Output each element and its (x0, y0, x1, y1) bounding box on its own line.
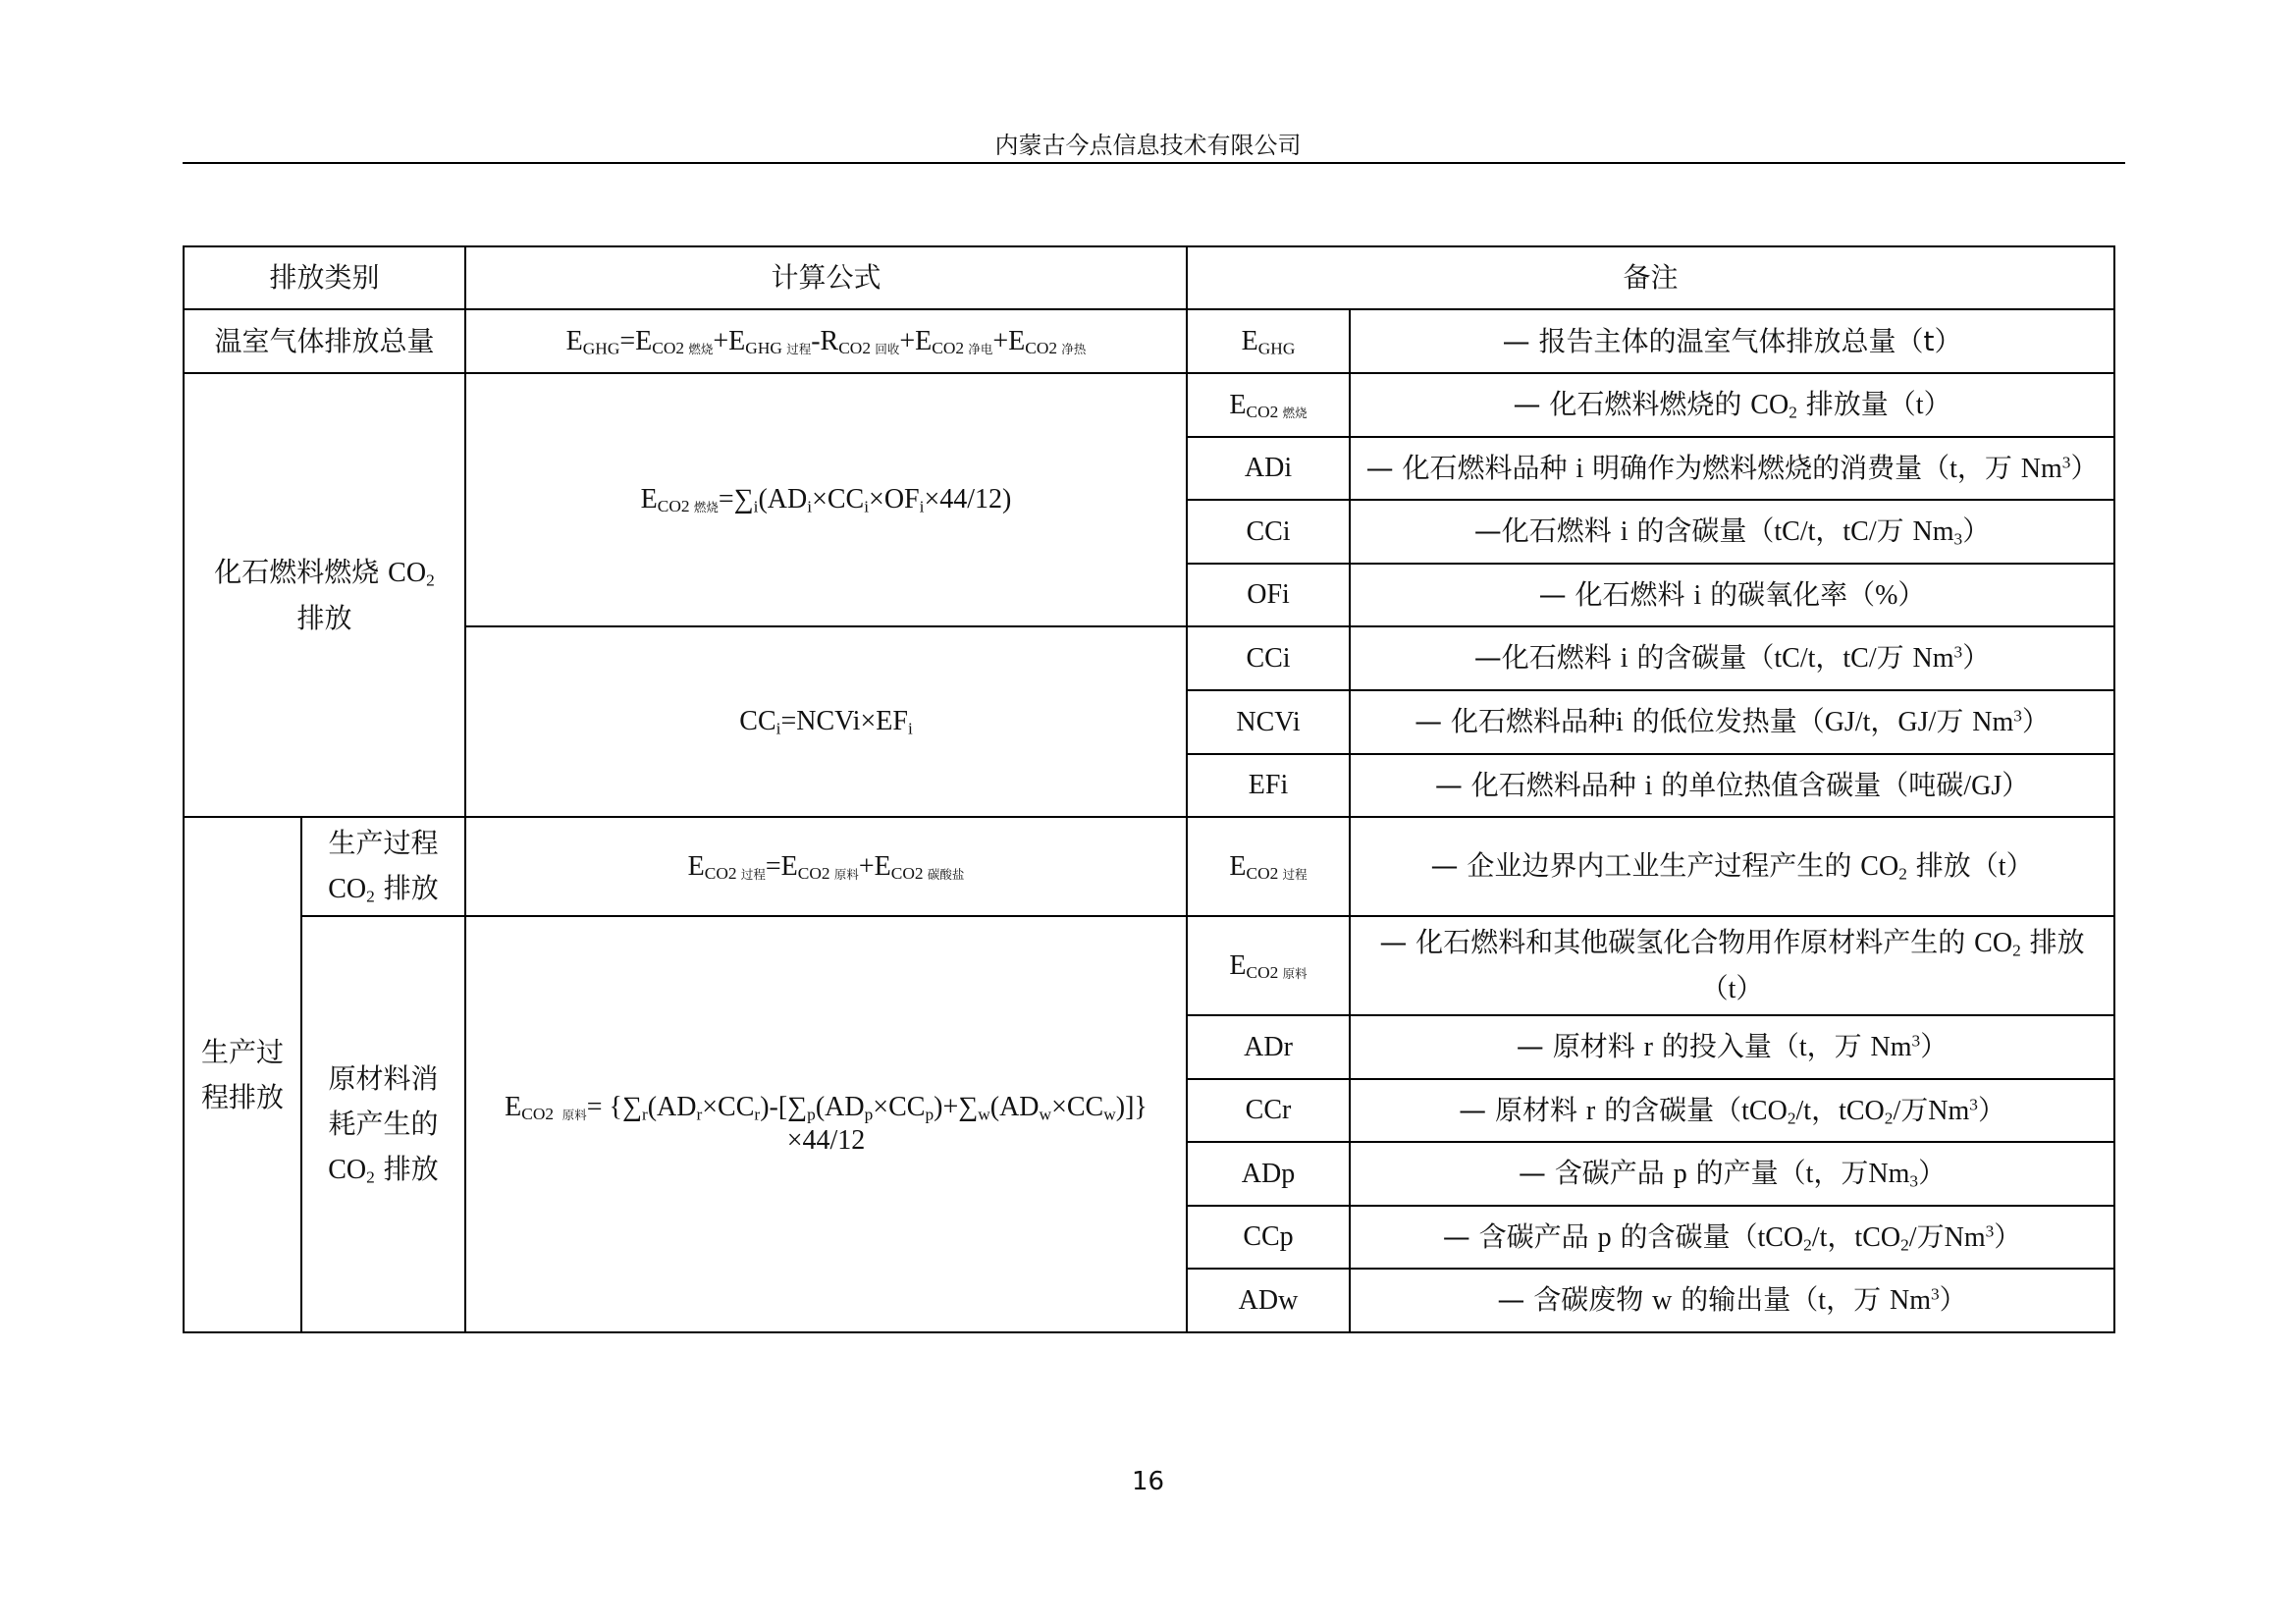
table-row (184, 373, 2114, 437)
header-note: 备注 (1187, 246, 2114, 309)
note-efi: — 化石燃料品种 i 的单位热值含碳量（吨碳/GJ） (1350, 754, 2114, 817)
symbol-adw: ADw (1187, 1269, 1350, 1332)
formula-fossil-combustion: $E_{CO2 燃烧}=\sum_i(AD_i\times CC_i\times OF_i\times 44/12)$ (465, 373, 1187, 626)
formula-cci: $CC_i=NCVi\times EF_i$ (465, 626, 1187, 817)
category-process: 生产过 程排放 (184, 817, 301, 1332)
subcategory-raw-material: 原材料消 耗产生的 $CO_2$ 排放 (301, 916, 465, 1332)
table-row (184, 309, 2114, 373)
symbol-cci: CCi (1187, 500, 1350, 564)
category-fossil: 化石燃料燃烧 $CO_2$ 排放 (184, 373, 465, 817)
table-row (184, 817, 2114, 916)
note-cci: —化石燃料 i 的含碳量（tC/t，tC/万 $Nm_3$） (1350, 500, 2114, 564)
note-adw: — 含碳废物 w 的输出量（t，万 Nm$^3$） (1350, 1269, 2114, 1332)
table-row (184, 626, 2114, 690)
symbol-efi: EFi (1187, 754, 1350, 817)
formula-total: $E_{GHG}=E_{CO2 燃烧}+E_{GHG 过程}-R_{CO2 回收}+E_{CO2 净电}+E_{CO2 净热}$ (465, 309, 1187, 373)
header-formula: 计算公式 (465, 246, 1187, 309)
note-eco2-process: — 企业边界内工业生产过程产生的 $CO_2$ 排放（t） (1350, 817, 2114, 916)
symbol-adp: ADp (1187, 1142, 1350, 1206)
co2-text: $CO_2$ (388, 557, 435, 589)
symbol-ccp: CCp (1187, 1206, 1350, 1269)
symbol-cci-2: CCi (1187, 626, 1350, 690)
page-header: 内蒙古今点信息技术有限公司 (994, 132, 1302, 159)
note-ncvi: — 化石燃料品种i 的低位发热量（GJ/t，GJ/万 Nm$^3$） (1350, 690, 2114, 754)
note-ofi: — 化石燃料 i 的碳氧化率（%） (1350, 564, 2114, 626)
header-category: 排放类别 (184, 246, 465, 309)
note-adr: — 原材料 r 的投入量（t，万 Nm$^3$） (1350, 1015, 2114, 1079)
note-ccp: — 含碳产品 p 的含碳量（tCO$_2$/t，tCO$_2$/万Nm$^3$） (1350, 1206, 2114, 1269)
table-row (184, 916, 2114, 1015)
note-eco2-combustion: — 化石燃料燃烧的 $CO_2$ 排放量（t） (1350, 373, 2114, 437)
header-rule (183, 162, 2125, 164)
symbol-eco2-combustion: $E_{CO2 燃烧}$ (1187, 373, 1350, 437)
emissions-table (183, 245, 2115, 1333)
note-adi: — 化石燃料品种 i 明确作为燃料燃烧的消费量（t，万 Nm$^3$） (1350, 437, 2114, 500)
symbol-ccr: CCr (1187, 1079, 1350, 1142)
note-adp: — 含碳产品 p 的产量（t，万$Nm_3$） (1350, 1142, 2114, 1206)
table-header-row (184, 246, 2114, 309)
formula-process: $E_{CO2 过程}=E_{CO2 原料}+E_{CO2 碳酸盐}$ (465, 817, 1187, 916)
subcategory-process-co2: 生产过程 $CO_2$ 排放 (301, 817, 465, 916)
category-total: 温室气体排放总量 (184, 309, 465, 373)
note-eghg: — 报告主体的温室气体排放总量（t） (1350, 309, 2114, 373)
note-ccr: — 原材料 r 的含碳量（tCO$_2$/t，tCO$_2$/万Nm$^3$） (1350, 1079, 2114, 1142)
symbol-adi: ADi (1187, 437, 1350, 500)
formula-raw-material: $E_{CO2 原料}= \{\sum_r(AD_r\times CC_r)-[\sum_p(AD_p\times CC_p)+\sum_w(AD_w\times CC_w)]\}$ ×44/12 (465, 916, 1187, 1332)
note-eco2-raw: — 化石燃料和其他碳氢化合物用作原材料产生的 $CO_2$ 排放 （t） (1350, 916, 2114, 1015)
symbol-eghg: $E_{GHG}$ (1187, 309, 1350, 373)
page-number: 16 (1131, 1467, 1165, 1496)
symbol-ofi: OFi (1187, 564, 1350, 626)
symbol-ncvi: NCVi (1187, 690, 1350, 754)
symbol-adr: ADr (1187, 1015, 1350, 1079)
symbol-eco2-raw: $E_{CO2 原料}$ (1187, 916, 1350, 1015)
note-cci-2: —化石燃料 i 的含碳量（tC/t，tC/万 Nm$^3$） (1350, 626, 2114, 690)
symbol-eco2-process: $E_{CO2 过程}$ (1187, 817, 1350, 916)
